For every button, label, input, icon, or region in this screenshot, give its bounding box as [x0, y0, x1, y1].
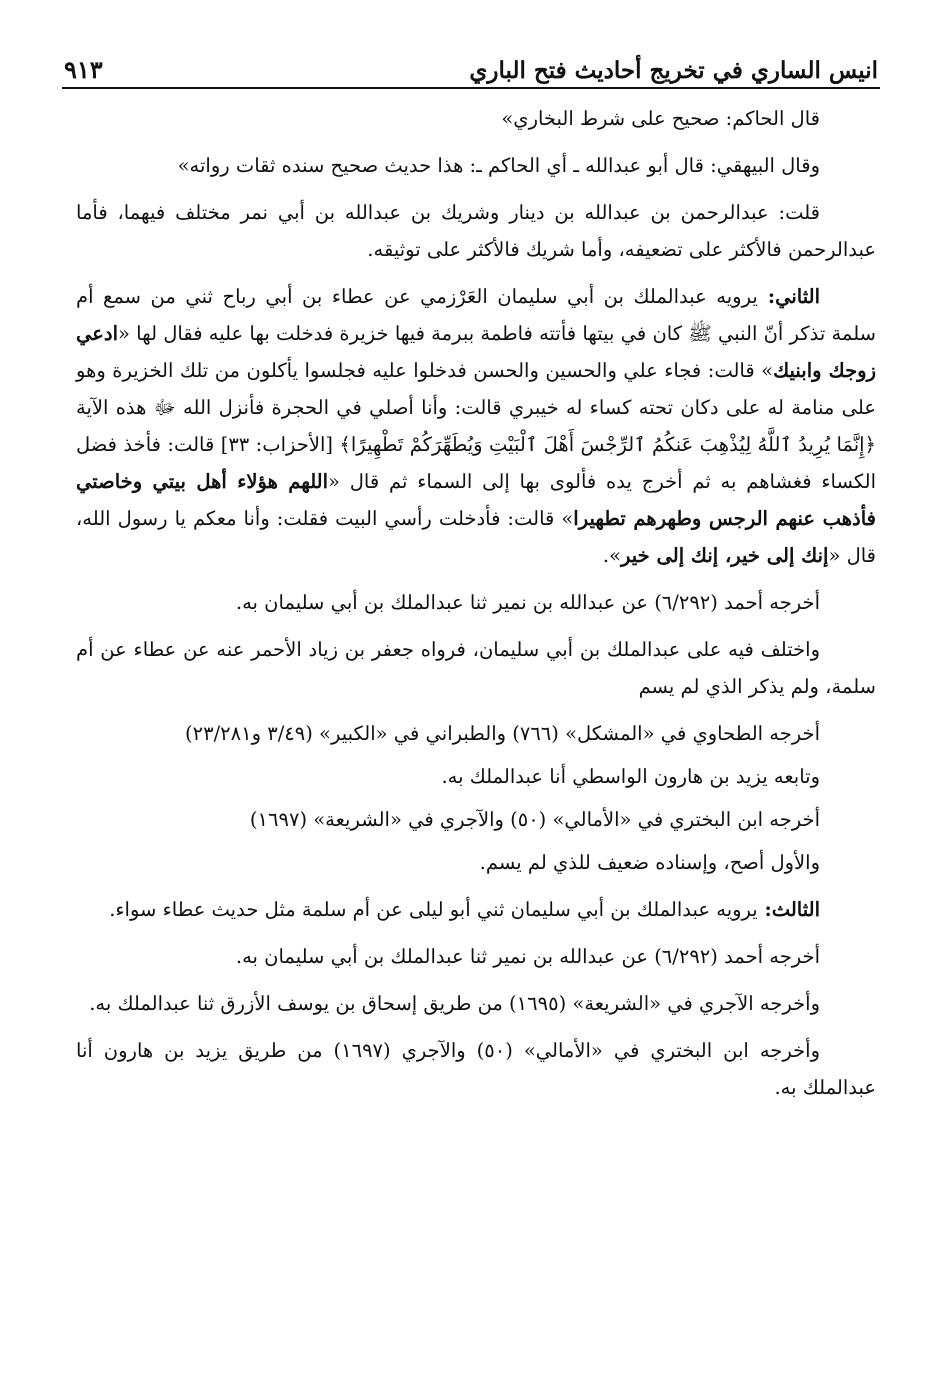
paragraph — [76, 844, 876, 881]
text-span: أخرجه الطحاوي في «المشكل» (٧٦٦) والطبراني في «الكبير» (٣/٤٩ و٢٣/٢٨١) — [185, 722, 820, 745]
text-span: يرويه عبدالملك بن أبي سليمان ثني أبو ليلى عن أم سلمة مثل حديث عطاء سواء. — [109, 898, 758, 921]
running-title: انيس الساري في تخريج أحاديث فتح الباري — [469, 57, 878, 84]
paragraph — [76, 631, 876, 705]
page-number: ٩١٣ — [64, 55, 103, 84]
header-rule — [62, 87, 880, 89]
paragraph — [76, 985, 876, 1022]
bold-text: الثالث: — [757, 898, 820, 921]
paragraph — [76, 891, 876, 928]
paragraph — [76, 801, 876, 838]
text-span: أخرجه ابن البختري في «الأمالي» (٥٠) والآجري في «الشريعة» (١٦٩٧) — [249, 808, 820, 831]
text-span: قال الحاكم: صحيح على شرط البخاري» — [501, 107, 820, 130]
text-span: [الأحزاب: ٣٣] قالت: فأخذ فضل الكساء فغشاهم به ثم أخرج يده فألوى بها إلى السماء ثم قال « — [76, 433, 877, 493]
text-span: قلت: عبدالرحمن بن عبدالله بن دينار وشريك بن عبدالله بن أبي نمر مختلف فيهما، فأما عبدالرحمن فالأكثر على تضعيفه، وأما شريك فالأكثر على توثيقه. — [76, 201, 876, 261]
text-span: يرويه عبدالملك بن أبي سليمان العَرْزمي عن عطاء بن أبي رباح ثني من سمع أم سلمة تذكر أنّ النبي ﷺ كان في بيتها فأتته فاطمة ببرمة فيها خزيرة فدخلت بها عليه فقال لها « — [76, 285, 876, 345]
paragraph — [76, 758, 876, 795]
paragraph — [76, 584, 876, 621]
paragraph — [76, 1032, 876, 1106]
text-span: وأخرجه الآجري في «الشريعة» (١٦٩٥) من طريق إسحاق بن يوسف الأزرق ثنا عبدالملك به. — [89, 992, 820, 1015]
text-span: أخرجه أحمد (٦/٢٩٢) عن عبدالله بن نمير ثنا عبدالملك بن أبي سليمان به. — [235, 945, 820, 968]
bold-text: إنك إلى خير، إنك إلى خير — [621, 544, 829, 567]
quran-verse: ﴿إِنَّمَا يُرِيدُ ٱللَّهُ لِيُذْهِبَ عَنكُمُ ٱلرِّجْسَ أَهْلَ ٱلْبَيْتِ وَيُطَهِّرَكُمْ تَطْهِيرًا﴾ — [339, 433, 876, 456]
text-span: ». — [602, 544, 622, 567]
text-span: والأول أصح، وإسناده ضعيف للذي لم يسم. — [479, 851, 820, 874]
text-span: وأخرجه ابن البختري في «الأمالي» (٥٠) والآجري (١٦٩٧) من طريق يزيد بن هارون أنا عبدالملك به. — [76, 1039, 876, 1099]
bold-text: الثاني: — [757, 285, 820, 308]
text-span: أخرجه أحمد (٦/٢٩٢) عن عبدالله بن نمير ثنا عبدالملك بن أبي سليمان به. — [235, 591, 820, 614]
paragraph — [76, 278, 876, 574]
text-span: وتابعه يزيد بن هارون الواسطي أنا عبدالملك به. — [441, 765, 820, 788]
text-span: وقال البيهقي: قال أبو عبدالله ـ أي الحاكم ـ: هذا حديث صحيح سنده ثقات رواته» — [177, 154, 820, 177]
bold-text: اللهم هؤلاء أهل بيتي وخاصتي فأذهب عنهم الرجس وطهرهم تطهيرا — [76, 470, 876, 530]
text-span: » قالت: فجاء علي والحسين والحسن فدخلوا عليه فجلسوا يأكلون من تلك الخزيرة وهو على منامة له على دكان تحته كساء له خيبري قالت: وأنا أصلي في الحجرة فأنزل الله ﷻ هذه الآية — [76, 359, 876, 419]
page-body — [76, 100, 876, 1116]
text-span: » قالت: فأدخلت رأسي البيت فقلت: وأنا معكم يا رسول الله، قال « — [76, 507, 876, 567]
paragraph — [76, 194, 876, 268]
paragraph — [76, 715, 876, 752]
paragraph — [76, 100, 876, 137]
page-header — [64, 38, 878, 84]
bold-text: ادعي زوجك وابنيك — [76, 322, 876, 382]
paragraph — [76, 938, 876, 975]
text-span: واختلف فيه على عبدالملك بن أبي سليمان، فرواه جعفر بن زياد الأحمر عنه عن عطاء عن أم سلمة، ولم يذكر الذي لم يسم — [76, 638, 876, 698]
paragraph — [76, 147, 876, 184]
